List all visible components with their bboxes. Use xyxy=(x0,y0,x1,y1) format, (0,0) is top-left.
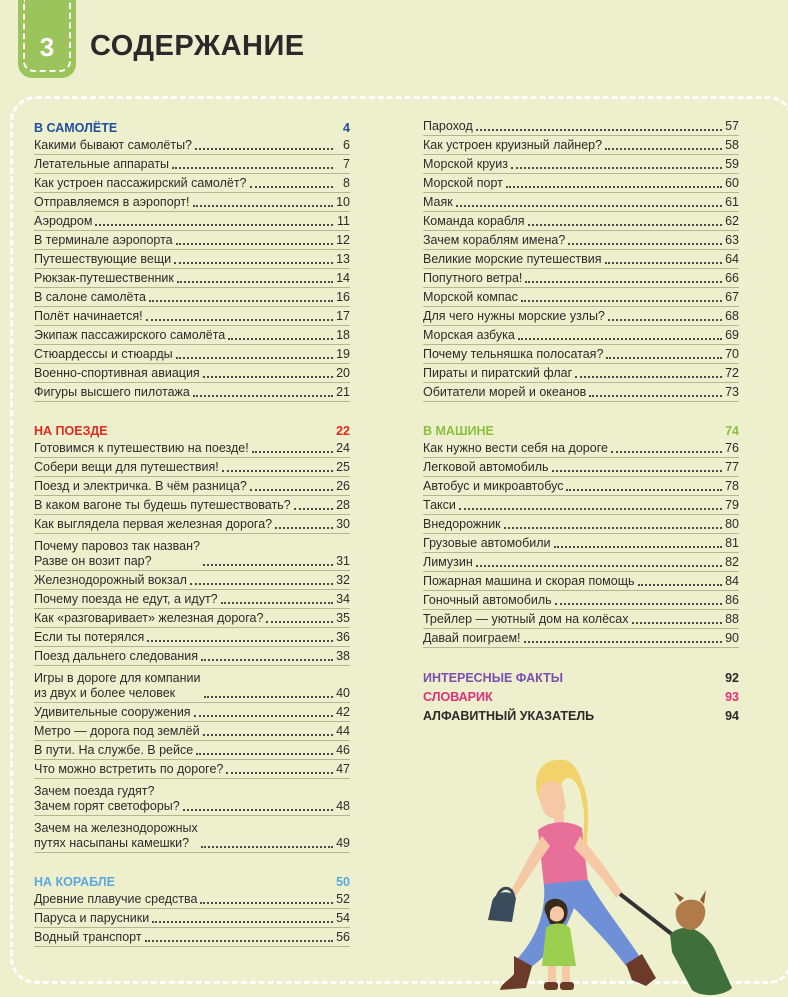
entry-title: Морской круиз xyxy=(423,157,508,171)
toc-entry[interactable] xyxy=(34,628,350,647)
girl-dress xyxy=(542,924,576,967)
entry-page: 52 xyxy=(336,892,350,906)
toc-entry[interactable] xyxy=(423,155,739,174)
entry-page: 40 xyxy=(336,686,350,700)
toc-entry[interactable] xyxy=(423,477,739,496)
toc-entry[interactable] xyxy=(34,326,350,345)
toc-entry[interactable] xyxy=(423,591,739,610)
entry-title: Собери вещи для путешествия! xyxy=(34,460,219,474)
entry-title-line: из двух и более человек xyxy=(34,686,176,700)
toc-entry[interactable] xyxy=(423,269,739,288)
entry-title: Железнодорожный вокзал xyxy=(34,573,187,587)
dot-leader xyxy=(176,243,333,245)
entry-title: Почему поезда не едут, а идут? xyxy=(34,592,218,606)
travelers-illustration xyxy=(470,752,770,997)
entry-page: 10 xyxy=(336,195,350,209)
dot-leader xyxy=(190,583,333,585)
dot-leader xyxy=(459,508,722,510)
entry-title-line: Зачем поезда гудят? xyxy=(34,784,155,798)
dot-leader xyxy=(193,205,333,207)
entry-page: 77 xyxy=(725,460,739,474)
entry-title: Маяк xyxy=(423,195,453,209)
section-heading[interactable] xyxy=(34,420,350,438)
toc-entry[interactable] xyxy=(34,307,350,326)
toc-entry[interactable] xyxy=(423,117,739,136)
toc-entry[interactable] xyxy=(34,571,350,590)
toc-entry[interactable] xyxy=(34,779,350,816)
toc-entry[interactable] xyxy=(423,534,739,553)
toc-entry[interactable] xyxy=(34,439,350,458)
entry-title: Экипаж пассажирского самолёта xyxy=(34,328,226,342)
entry-page: 81 xyxy=(725,536,739,550)
entry-title: Стюардессы и стюарды xyxy=(34,347,173,361)
entry-title: Что можно встретить по дороге? xyxy=(34,762,224,776)
dot-leader xyxy=(203,734,333,736)
toc-entry[interactable] xyxy=(423,193,739,212)
section-title: В САМОЛЁТЕ xyxy=(34,121,118,135)
entry-page: 16 xyxy=(336,290,350,304)
entry-title-line: путях насыпаны камешки? xyxy=(34,836,190,850)
entry-page: 7 xyxy=(343,157,350,171)
entry-page: 80 xyxy=(725,517,739,531)
entry-title: Как «разговаривает» железная дорога? xyxy=(34,611,264,625)
entry-title: Фигуры высшего пилотажа xyxy=(34,385,190,399)
entry-page: 70 xyxy=(725,347,739,361)
dog xyxy=(676,900,706,930)
entry-title: Путешествующие вещи xyxy=(34,252,172,266)
entry-title-line: Зачем на железнодорожных xyxy=(34,821,198,835)
entry-page: 64 xyxy=(725,252,739,266)
entry-title xyxy=(34,784,180,814)
entry-title: Морская азбука xyxy=(423,328,515,342)
section-title: НА КОРАБЛЕ xyxy=(34,875,115,889)
dot-leader xyxy=(552,470,722,472)
toc-entry[interactable] xyxy=(34,345,350,364)
toc-entry[interactable] xyxy=(423,553,739,572)
entry-title-line: Зачем горят светофоры? xyxy=(34,799,180,813)
toc-entry[interactable] xyxy=(34,477,350,496)
dot-leader xyxy=(145,940,333,942)
dot-leader xyxy=(476,565,722,567)
toc-entry[interactable] xyxy=(34,534,350,571)
section-page: 50 xyxy=(336,875,350,889)
entry-title: Легковой автомобиль xyxy=(423,460,549,474)
entry-page: 34 xyxy=(336,592,350,606)
toc-entry[interactable] xyxy=(423,288,739,307)
entry-page: 18 xyxy=(336,328,350,342)
entry-title: Поезд дальнего следования xyxy=(34,649,199,663)
toc-entry[interactable] xyxy=(423,610,739,629)
entry-title: Лимузин xyxy=(423,555,473,569)
entry-title: Поезд и электричка. В чём разница? xyxy=(34,479,247,493)
toc-entry[interactable] xyxy=(34,458,350,477)
dot-leader xyxy=(177,281,333,283)
entry-page: 76 xyxy=(725,441,739,455)
toc-entry[interactable] xyxy=(423,174,739,193)
entry-page: 13 xyxy=(336,252,350,266)
extra-section-link[interactable] xyxy=(423,666,739,685)
section-gap xyxy=(423,648,739,666)
dot-leader xyxy=(176,357,333,359)
dot-leader xyxy=(568,243,722,245)
section-title: В МАШИНЕ xyxy=(423,424,494,438)
entry-title: Для чего нужны морские узлы? xyxy=(423,309,605,323)
toc-entry[interactable] xyxy=(34,364,350,383)
toc-entry[interactable] xyxy=(34,174,350,193)
entry-title: Готовимся к путешествию на поезде! xyxy=(34,441,249,455)
entry-page: 25 xyxy=(336,460,350,474)
entry-page: 59 xyxy=(725,157,739,171)
section-title: НА ПОЕЗДЕ xyxy=(34,424,108,438)
toc-entry[interactable] xyxy=(423,212,739,231)
entry-page: 20 xyxy=(336,366,350,380)
dot-leader xyxy=(200,902,333,904)
dot-leader xyxy=(201,659,333,661)
toc-entry[interactable] xyxy=(34,269,350,288)
section-heading[interactable] xyxy=(34,117,350,135)
entry-title: Зачем кораблям имена? xyxy=(423,233,566,247)
entry-page: 68 xyxy=(725,309,739,323)
toc-entry[interactable] xyxy=(34,909,350,928)
entry-title: Грузовые автомобили xyxy=(423,536,551,550)
dot-leader xyxy=(146,319,333,321)
entry-page: 36 xyxy=(336,630,350,644)
entry-title: Команда корабля xyxy=(423,214,525,228)
entry-page: 84 xyxy=(725,574,739,588)
dot-leader xyxy=(149,300,333,302)
entry-title: Автобус и микроавтобус xyxy=(423,479,564,493)
entry-page: 90 xyxy=(725,631,739,645)
toc-entry[interactable] xyxy=(34,703,350,722)
toc-entry[interactable] xyxy=(423,572,739,591)
entry-title: Пираты и пиратский флаг xyxy=(423,366,573,380)
entry-page: 56 xyxy=(336,930,350,944)
toc-entry[interactable] xyxy=(34,890,350,909)
toc-entry[interactable] xyxy=(34,155,350,174)
section-heading[interactable] xyxy=(423,420,739,438)
toc-entry[interactable] xyxy=(34,288,350,307)
dot-leader xyxy=(204,696,334,698)
entry-page: 58 xyxy=(725,138,739,152)
entry-title: Как устроен круизный лайнер? xyxy=(423,138,603,152)
entry-page: 82 xyxy=(725,555,739,569)
dot-leader xyxy=(476,129,722,131)
entry-page: 19 xyxy=(336,347,350,361)
dot-leader xyxy=(183,809,333,811)
suitcase xyxy=(670,928,732,995)
toc-entry[interactable] xyxy=(423,383,739,402)
toc-entry[interactable] xyxy=(34,760,350,779)
dot-leader xyxy=(504,527,722,529)
dot-leader xyxy=(174,262,333,264)
toc-entry[interactable] xyxy=(423,458,739,477)
entry-page: 21 xyxy=(336,385,350,399)
toc-entry[interactable] xyxy=(34,816,350,853)
entry-title xyxy=(34,671,201,701)
section-gap xyxy=(34,402,350,420)
entry-page: 79 xyxy=(725,498,739,512)
entry-page: 49 xyxy=(336,836,350,850)
dot-leader xyxy=(575,376,722,378)
entry-title: Великие морские путешествия xyxy=(423,252,602,266)
toc-entry[interactable] xyxy=(423,496,739,515)
entry-page: 54 xyxy=(336,911,350,925)
dot-leader xyxy=(518,338,722,340)
section-heading[interactable] xyxy=(34,871,350,889)
handbag xyxy=(488,892,516,922)
entry-title: Почему тельняшка полосатая? xyxy=(423,347,604,361)
dot-leader xyxy=(294,508,333,510)
dot-leader xyxy=(266,621,333,623)
dot-leader xyxy=(506,186,722,188)
section-page: 74 xyxy=(725,424,739,438)
entry-page: 38 xyxy=(336,649,350,663)
extra-page: 92 xyxy=(725,671,739,685)
extra-page: 94 xyxy=(725,709,739,723)
dot-leader xyxy=(250,489,333,491)
toc-entry[interactable] xyxy=(423,629,739,648)
dot-leader xyxy=(203,564,333,566)
dot-leader xyxy=(203,376,333,378)
section-gap xyxy=(34,853,350,871)
entry-page: 42 xyxy=(336,705,350,719)
dot-leader xyxy=(605,262,722,264)
toc-entry[interactable] xyxy=(34,136,350,155)
entry-page: 12 xyxy=(336,233,350,247)
entry-title: В терминале аэропорта xyxy=(34,233,173,247)
dot-leader xyxy=(528,224,722,226)
dot-leader xyxy=(196,753,333,755)
entry-title-line: Почему паровоз так назван? xyxy=(34,539,200,553)
dot-leader xyxy=(511,167,722,169)
dot-leader xyxy=(194,715,333,717)
page-number: 3 xyxy=(39,32,55,62)
entry-page: 44 xyxy=(336,724,350,738)
entry-page: 62 xyxy=(725,214,739,228)
entry-page: 28 xyxy=(336,498,350,512)
extra-section-link[interactable] xyxy=(423,704,739,723)
dot-leader xyxy=(95,224,333,226)
dot-leader xyxy=(222,470,333,472)
entry-title: Удивительные сооружения xyxy=(34,705,191,719)
dot-leader xyxy=(152,921,333,923)
entry-page: 6 xyxy=(343,138,350,152)
toc-entry[interactable] xyxy=(34,212,350,231)
entry-page: 35 xyxy=(336,611,350,625)
entry-page: 67 xyxy=(725,290,739,304)
entry-page: 11 xyxy=(337,214,350,228)
entry-title: Давай поиграем! xyxy=(423,631,521,645)
entry-page: 47 xyxy=(336,762,350,776)
toc-entry[interactable] xyxy=(34,647,350,666)
toc-entry[interactable] xyxy=(34,666,350,703)
dot-leader xyxy=(147,640,333,642)
dot-leader xyxy=(605,148,722,150)
entry-title: Метро — дорога под землёй xyxy=(34,724,200,738)
entry-page: 86 xyxy=(725,593,739,607)
entry-page: 69 xyxy=(725,328,739,342)
entry-title: Трейлер — уютный дом на колёсах xyxy=(423,612,629,626)
dot-leader xyxy=(226,772,333,774)
dot-leader xyxy=(566,489,722,491)
woman-face xyxy=(539,781,566,818)
dot-leader xyxy=(525,281,722,283)
toc-entry[interactable] xyxy=(34,928,350,947)
dot-leader xyxy=(193,395,333,397)
dot-leader xyxy=(608,319,722,321)
entry-title: Военно-спортивная авиация xyxy=(34,366,200,380)
entry-page: 48 xyxy=(336,799,350,813)
section-gap xyxy=(423,402,739,420)
entry-page: 30 xyxy=(336,517,350,531)
entry-title: Как нужно вести себя на дороге xyxy=(423,441,608,455)
dot-leader xyxy=(228,338,333,340)
extra-title: ИНТЕРЕСНЫЕ ФАКТЫ xyxy=(423,671,563,685)
entry-title: Попутного ветра! xyxy=(423,271,523,285)
dot-leader xyxy=(275,527,333,529)
entry-page: 26 xyxy=(336,479,350,493)
toc-entry[interactable] xyxy=(34,515,350,534)
entry-title: Полёт начинается! xyxy=(34,309,143,323)
entry-title xyxy=(34,539,200,569)
dot-leader xyxy=(524,641,722,643)
page-title: СОДЕРЖАНИЕ xyxy=(90,30,305,62)
toc-entry[interactable] xyxy=(34,590,350,609)
entry-page: 72 xyxy=(725,366,739,380)
entry-page: 88 xyxy=(725,612,739,626)
entry-page: 24 xyxy=(336,441,350,455)
girl-face xyxy=(550,906,564,921)
entry-title: Древние плавучие средства xyxy=(34,892,198,906)
entry-page: 57 xyxy=(725,119,739,133)
entry-title: Как выглядела первая железная дорога? xyxy=(34,517,273,531)
dot-leader xyxy=(195,148,333,150)
entry-page: 63 xyxy=(725,233,739,247)
toc-entry[interactable] xyxy=(423,250,739,269)
toc-entry[interactable] xyxy=(34,496,350,515)
entry-title: В каком вагоне ты будешь путешествовать? xyxy=(34,498,291,512)
dot-leader xyxy=(221,602,333,604)
extra-title: АЛФАВИТНЫЙ УКАЗАТЕЛЬ xyxy=(423,709,595,723)
entry-title: Морской компас xyxy=(423,290,518,304)
toc-entry[interactable] xyxy=(423,307,739,326)
entry-title: Аэродром xyxy=(34,214,93,228)
entry-page: 14 xyxy=(336,271,350,285)
entry-title: Водный транспорт xyxy=(34,930,142,944)
entry-title: Какими бывают самолёты? xyxy=(34,138,193,152)
entry-title: Рюкзак-путешественник xyxy=(34,271,174,285)
contents-column-right xyxy=(423,117,739,723)
dot-leader xyxy=(611,451,722,453)
toc-entry[interactable] xyxy=(423,439,739,458)
dot-leader xyxy=(638,584,722,586)
entry-title: Пароход xyxy=(423,119,473,133)
entry-title: В салоне самолёта xyxy=(34,290,146,304)
entry-title: Такси xyxy=(423,498,456,512)
dot-leader xyxy=(250,186,333,188)
entry-page: 60 xyxy=(725,176,739,190)
section-page: 4 xyxy=(343,121,350,135)
entry-title: Гоночный автомобиль xyxy=(423,593,552,607)
toc-entry[interactable] xyxy=(423,515,739,534)
entry-page: 46 xyxy=(336,743,350,757)
entry-title: Внедорожник xyxy=(423,517,501,531)
entry-title-line: Игры в дороге для компании xyxy=(34,671,201,685)
entry-page: 78 xyxy=(725,479,739,493)
entry-page: 66 xyxy=(725,271,739,285)
toc-entry[interactable] xyxy=(34,231,350,250)
toc-entry[interactable] xyxy=(34,609,350,628)
toc-entry[interactable] xyxy=(423,345,739,364)
entry-page: 61 xyxy=(725,195,739,209)
entry-page: 31 xyxy=(336,554,350,568)
dot-leader xyxy=(172,167,333,169)
contents-column-left xyxy=(34,117,350,947)
entry-title: Пожарная машина и скорая помощь xyxy=(423,574,635,588)
toc-entry[interactable] xyxy=(423,136,739,155)
dot-leader xyxy=(201,846,333,848)
entry-title: Как устроен пассажирский самолёт? xyxy=(34,176,247,190)
dot-leader xyxy=(521,300,722,302)
entry-title: Если ты потерялся xyxy=(34,630,145,644)
entry-page: 8 xyxy=(343,176,350,190)
entry-page: 17 xyxy=(336,309,350,323)
toc-entry[interactable] xyxy=(34,722,350,741)
dot-leader xyxy=(252,451,333,453)
toc-entry[interactable] xyxy=(423,326,739,345)
entry-title: В пути. На службе. В рейсе xyxy=(34,743,194,757)
entry-page: 73 xyxy=(725,385,739,399)
extra-page: 93 xyxy=(725,690,739,704)
dot-leader xyxy=(606,357,722,359)
entry-title: Отправляемся в аэропорт! xyxy=(34,195,190,209)
dot-leader xyxy=(456,205,722,207)
toc-entry[interactable] xyxy=(34,741,350,760)
toc-entry[interactable] xyxy=(423,231,739,250)
entry-title: Обитатели морей и океанов xyxy=(423,385,587,399)
extra-section-link[interactable] xyxy=(423,685,739,704)
entry-title: Летательные аппараты xyxy=(34,157,170,171)
dot-leader xyxy=(555,603,722,605)
dot-leader xyxy=(589,395,722,397)
entry-title-line: Разве он возит пар? xyxy=(34,554,152,568)
dot-leader xyxy=(632,622,722,624)
toc-entry[interactable] xyxy=(34,193,350,212)
dot-leader xyxy=(554,546,722,548)
toc-entry[interactable] xyxy=(423,364,739,383)
toc-entry[interactable] xyxy=(34,383,350,402)
entry-title xyxy=(34,821,198,851)
toc-entry[interactable] xyxy=(34,250,350,269)
entry-title: Морской порт xyxy=(423,176,503,190)
extra-title: СЛОВАРИК xyxy=(423,690,493,704)
entry-title: Паруса и парусники xyxy=(34,911,150,925)
section-page: 22 xyxy=(336,424,350,438)
entry-page: 32 xyxy=(336,573,350,587)
